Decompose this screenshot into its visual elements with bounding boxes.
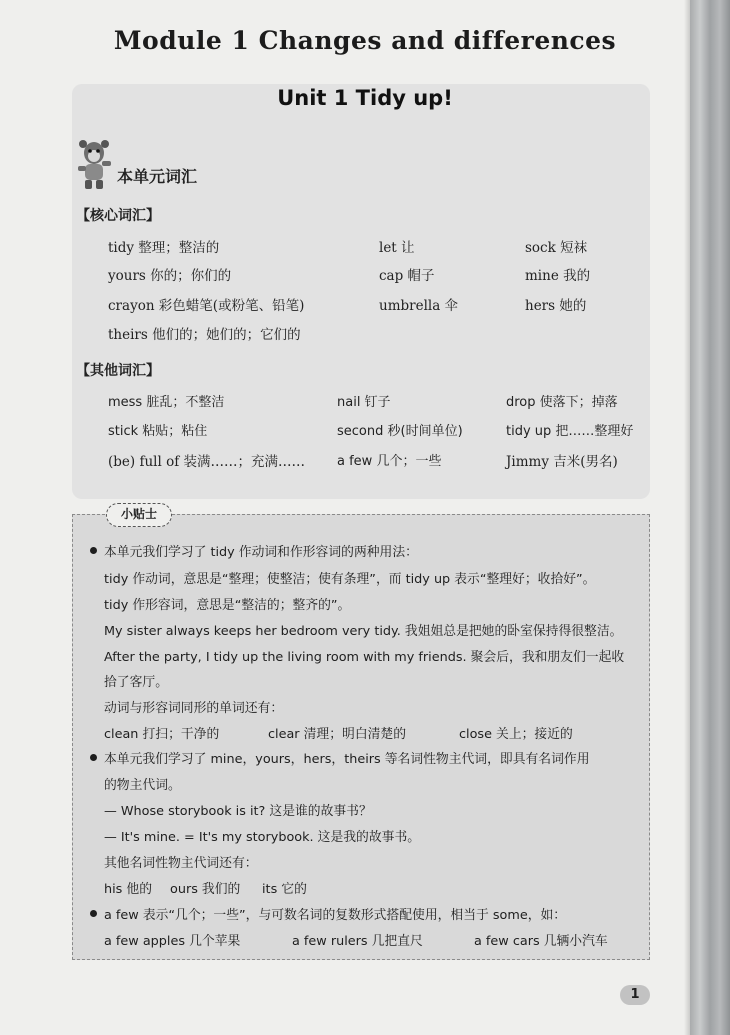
vocab-word: tidy up 把……整理好 — [506, 424, 634, 439]
module-title: Module 1 Changes and differences — [113, 26, 617, 55]
tip-line: 拾了客厅。 — [104, 675, 168, 690]
vocab-word: umbrella 伞 — [379, 298, 459, 314]
vocab-word: hers 她的 — [525, 298, 587, 314]
vocab-word: drop 使落下；掉落 — [506, 395, 618, 410]
page-edge — [690, 0, 730, 1035]
pronoun-word: his 他的 — [104, 882, 152, 897]
vocab-word: theirs 他们的；她们的；它们的 — [108, 327, 301, 343]
vocabulary-heading: 本单元词汇 — [117, 167, 198, 186]
unit-title: Unit 1 Tidy up! — [277, 86, 453, 110]
tip-line: 的物主代词。 — [104, 778, 181, 793]
tip-line: 动词与形容词同形的单词还有： — [104, 701, 284, 716]
vocab-word: (be) full of 装满……；充满…… — [108, 454, 305, 470]
mascot-icon — [74, 139, 114, 191]
same-form-word: clear 清理；明白清楚的 — [268, 727, 407, 742]
vocab-word: second 秒(时间单位) — [337, 424, 463, 439]
vocab-word: crayon 彩色蜡笔(或粉笔、铅笔) — [108, 298, 305, 314]
pronoun-word: ours 我们的 — [170, 882, 241, 897]
other-vocab-heading: 【其他词汇】 — [76, 363, 160, 379]
tip-line: After the party, I tidy up the living room with my friends. 聚会后，我和朋友们一起收 — [104, 650, 625, 665]
vocab-word: mess 脏乱；不整洁 — [108, 395, 225, 410]
vocab-word: nail 钉子 — [337, 395, 391, 410]
bullet-icon — [90, 910, 97, 917]
vocab-word: yours 你的；你们的 — [108, 268, 232, 284]
pronoun-word: its 它的 — [262, 882, 307, 897]
vocab-word: cap 帽子 — [379, 268, 435, 284]
same-form-word: clean 打扫；干净的 — [104, 727, 220, 742]
vocab-word: stick 粘贴；粘住 — [108, 424, 208, 439]
vocab-word: Jimmy 吉米(男名) — [506, 454, 618, 470]
example-phrase: a few apples 几个苹果 — [104, 934, 241, 949]
tip-line: tidy 作形容词，意思是“整洁的；整齐的”。 — [104, 598, 351, 613]
tip-line: 本单元我们学习了 mine，yours，hers，theirs 等名词性物主代词，即具有名词作用 — [104, 752, 590, 767]
same-form-word: close 关上；接近的 — [459, 727, 573, 742]
example-phrase: a few cars 几辆小汽车 — [474, 934, 608, 949]
bullet-icon — [90, 547, 97, 554]
page-number: 1 — [620, 985, 650, 1005]
tip-line: 其他名词性物主代词还有： — [104, 856, 258, 871]
vocab-word: sock 短袜 — [525, 240, 588, 256]
tip-line: a few 表示“几个；一些”，与可数名词的复数形式搭配使用，相当于 some，如： — [104, 908, 567, 923]
tip-line: My sister always keeps her bedroom very tidy. 我姐姐总是把她的卧室保持得很整洁。 — [104, 624, 623, 639]
tip-line: — It's mine. = It's my storybook. 这是我的故事书。 — [104, 830, 421, 845]
tip-line: 本单元我们学习了 tidy 作动词和作形容词的两种用法： — [104, 545, 418, 560]
vocab-word: let 让 — [379, 240, 415, 256]
vocab-word: mine 我的 — [525, 268, 591, 284]
example-phrase: a few rulers 几把直尺 — [292, 934, 423, 949]
vocab-word: a few 几个；一些 — [337, 454, 442, 469]
bullet-icon — [90, 754, 97, 761]
tip-line: — Whose storybook is it? 这是谁的故事书？ — [104, 804, 372, 819]
tips-label: 小贴士 — [106, 503, 172, 527]
vocab-word: tidy 整理；整洁的 — [108, 240, 220, 256]
tip-line: tidy 作动词，意思是“整理；使整洁；使有条理”，而 tidy up 表示“整理好；收拾好”。 — [104, 572, 596, 587]
core-vocab-heading: 【核心词汇】 — [76, 208, 160, 224]
